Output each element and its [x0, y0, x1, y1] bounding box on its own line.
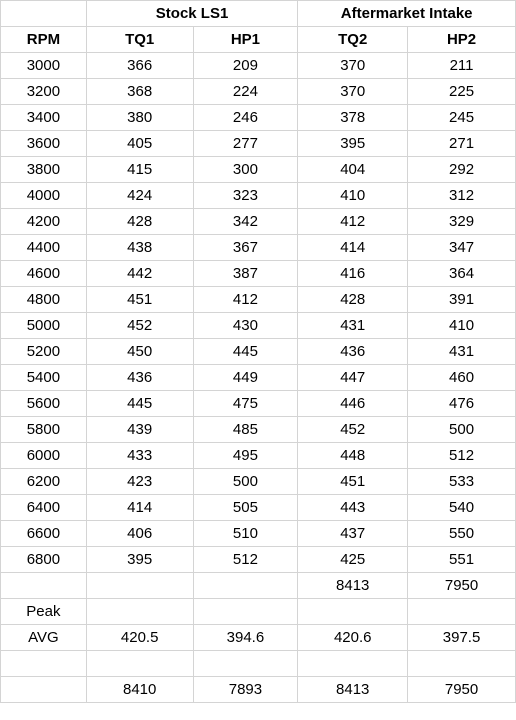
cell-tq1[interactable]: 433: [86, 443, 193, 469]
cell-tq2[interactable]: 447: [298, 365, 408, 391]
column-header-row: [1, 27, 516, 53]
cell-hp2[interactable]: 460: [408, 365, 516, 391]
table-row: [1, 131, 516, 157]
avg-tq1[interactable]: 420.5: [86, 625, 193, 651]
table-row: [1, 547, 516, 573]
cell-hp1[interactable]: 412: [193, 287, 298, 313]
cell-tq1[interactable]: 380: [86, 105, 193, 131]
blank-cell[interactable]: [193, 599, 298, 625]
cell-hp1[interactable]: 505: [193, 495, 298, 521]
cell-tq1[interactable]: 452: [86, 313, 193, 339]
table-row: [1, 469, 516, 495]
cell-hp2[interactable]: 245: [408, 105, 516, 131]
header-tq2[interactable]: TQ2: [298, 27, 408, 53]
cell-tq1[interactable]: 424: [86, 183, 193, 209]
group-aftermarket-intake[interactable]: Aftermarket Intake: [298, 1, 516, 27]
cell-hp2[interactable]: 391: [408, 287, 516, 313]
table-row: [1, 287, 516, 313]
cell-hp2[interactable]: 550: [408, 521, 516, 547]
cell-rpm[interactable]: 3400: [1, 105, 87, 131]
table-row: [1, 313, 516, 339]
cell-hp2[interactable]: 329: [408, 209, 516, 235]
table-row: [1, 209, 516, 235]
cell-rpm[interactable]: 6600: [1, 521, 87, 547]
cell-tq1[interactable]: 395: [86, 547, 193, 573]
cell-rpm[interactable]: 6200: [1, 469, 87, 495]
blank-cell[interactable]: [1, 1, 87, 27]
table-row: [1, 235, 516, 261]
table-row: [1, 79, 516, 105]
cell-tq2[interactable]: 431: [298, 313, 408, 339]
cell-tq2[interactable]: 451: [298, 469, 408, 495]
cell-hp2[interactable]: 551: [408, 547, 516, 573]
label-peak[interactable]: Peak: [1, 599, 87, 625]
blank-cell[interactable]: [86, 573, 193, 599]
cell-tq1[interactable]: 415: [86, 157, 193, 183]
sum-tq2[interactable]: 8413: [298, 573, 408, 599]
cell-tq1[interactable]: 366: [86, 53, 193, 79]
header-tq1[interactable]: TQ1: [86, 27, 193, 53]
cell-tq1[interactable]: 414: [86, 495, 193, 521]
table-row: [1, 105, 516, 131]
blank-cell[interactable]: [1, 651, 87, 677]
table-row: [1, 261, 516, 287]
cell-hp1[interactable]: 495: [193, 443, 298, 469]
cell-rpm[interactable]: 5400: [1, 365, 87, 391]
header-hp1[interactable]: HP1: [193, 27, 298, 53]
sum-row: [1, 573, 516, 599]
cell-tq2[interactable]: 448: [298, 443, 408, 469]
table-row: [1, 339, 516, 365]
blank-cell[interactable]: [408, 651, 516, 677]
cell-rpm[interactable]: 6800: [1, 547, 87, 573]
cell-tq2[interactable]: 436: [298, 339, 408, 365]
cell-hp2[interactable]: 347: [408, 235, 516, 261]
table-row: [1, 157, 516, 183]
cell-hp1[interactable]: 300: [193, 157, 298, 183]
table-row: [1, 365, 516, 391]
cell-hp2[interactable]: 512: [408, 443, 516, 469]
cell-tq1[interactable]: 445: [86, 391, 193, 417]
cell-tq2[interactable]: 452: [298, 417, 408, 443]
cell-rpm[interactable]: 4600: [1, 261, 87, 287]
cell-hp1[interactable]: 449: [193, 365, 298, 391]
total-hp2[interactable]: 7950: [408, 677, 516, 703]
table-row: [1, 495, 516, 521]
cell-tq1[interactable]: 368: [86, 79, 193, 105]
cell-tq2[interactable]: 370: [298, 79, 408, 105]
cell-tq2[interactable]: 378: [298, 105, 408, 131]
total-tq2[interactable]: 8413: [298, 677, 408, 703]
avg-hp2[interactable]: 397.5: [408, 625, 516, 651]
cell-hp1[interactable]: 209: [193, 53, 298, 79]
cell-tq2[interactable]: 412: [298, 209, 408, 235]
cell-tq2[interactable]: 370: [298, 53, 408, 79]
cell-tq1[interactable]: 450: [86, 339, 193, 365]
cell-tq2[interactable]: 410: [298, 183, 408, 209]
label-avg[interactable]: AVG: [1, 625, 87, 651]
blank-cell[interactable]: [298, 599, 408, 625]
cell-hp2[interactable]: 410: [408, 313, 516, 339]
group-header-row: [1, 1, 516, 27]
blank-cell[interactable]: [86, 599, 193, 625]
blank-cell[interactable]: [408, 599, 516, 625]
cell-rpm[interactable]: 3000: [1, 53, 87, 79]
cell-hp2[interactable]: 271: [408, 131, 516, 157]
cell-hp1[interactable]: 510: [193, 521, 298, 547]
cell-rpm[interactable]: 4400: [1, 235, 87, 261]
avg-row: [1, 625, 516, 651]
cell-tq1[interactable]: 451: [86, 287, 193, 313]
blank-cell[interactable]: [1, 677, 87, 703]
cell-rpm[interactable]: 4200: [1, 209, 87, 235]
totals-row: [1, 677, 516, 703]
cell-hp1[interactable]: 445: [193, 339, 298, 365]
cell-hp2[interactable]: 211: [408, 53, 516, 79]
cell-hp1[interactable]: 246: [193, 105, 298, 131]
cell-tq1[interactable]: 423: [86, 469, 193, 495]
cell-hp2[interactable]: 292: [408, 157, 516, 183]
cell-hp2[interactable]: 431: [408, 339, 516, 365]
table-row: [1, 183, 516, 209]
cell-tq1[interactable]: 438: [86, 235, 193, 261]
header-rpm[interactable]: RPM: [1, 27, 87, 53]
cell-hp1[interactable]: 323: [193, 183, 298, 209]
header-hp2[interactable]: HP2: [408, 27, 516, 53]
cell-rpm[interactable]: 4800: [1, 287, 87, 313]
cell-hp1[interactable]: 485: [193, 417, 298, 443]
cell-rpm[interactable]: 6000: [1, 443, 87, 469]
cell-tq2[interactable]: 395: [298, 131, 408, 157]
sum-hp2[interactable]: 7950: [408, 573, 516, 599]
cell-hp1[interactable]: 500: [193, 469, 298, 495]
table-row: [1, 521, 516, 547]
cell-hp1[interactable]: 512: [193, 547, 298, 573]
cell-rpm[interactable]: 5000: [1, 313, 87, 339]
cell-hp2[interactable]: 533: [408, 469, 516, 495]
cell-hp2[interactable]: 540: [408, 495, 516, 521]
blank-cell[interactable]: [86, 651, 193, 677]
blank-cell[interactable]: [193, 651, 298, 677]
cell-hp1[interactable]: 387: [193, 261, 298, 287]
cell-tq2[interactable]: 446: [298, 391, 408, 417]
cell-hp1[interactable]: 277: [193, 131, 298, 157]
avg-tq2[interactable]: 420.6: [298, 625, 408, 651]
cell-rpm[interactable]: 3200: [1, 79, 87, 105]
table-row: [1, 417, 516, 443]
blank-cell[interactable]: [1, 573, 87, 599]
cell-tq2[interactable]: 404: [298, 157, 408, 183]
table-row: [1, 391, 516, 417]
table-row: [1, 443, 516, 469]
blank-cell[interactable]: [193, 573, 298, 599]
cell-rpm[interactable]: 5200: [1, 339, 87, 365]
cell-tq1[interactable]: 439: [86, 417, 193, 443]
cell-tq2[interactable]: 425: [298, 547, 408, 573]
cell-tq1[interactable]: 436: [86, 365, 193, 391]
blank-cell[interactable]: [298, 651, 408, 677]
cell-tq2[interactable]: 414: [298, 235, 408, 261]
cell-hp1[interactable]: 430: [193, 313, 298, 339]
cell-tq1[interactable]: 442: [86, 261, 193, 287]
cell-tq1[interactable]: 405: [86, 131, 193, 157]
empty-row: [1, 651, 516, 677]
cell-tq2[interactable]: 416: [298, 261, 408, 287]
total-tq1[interactable]: 8410: [86, 677, 193, 703]
cell-rpm[interactable]: 5600: [1, 391, 87, 417]
cell-hp2[interactable]: 500: [408, 417, 516, 443]
avg-hp1[interactable]: 394.6: [193, 625, 298, 651]
peak-row: [1, 599, 516, 625]
cell-rpm[interactable]: 3800: [1, 157, 87, 183]
cell-hp1[interactable]: 342: [193, 209, 298, 235]
cell-rpm[interactable]: 3600: [1, 131, 87, 157]
cell-tq2[interactable]: 428: [298, 287, 408, 313]
cell-tq2[interactable]: 437: [298, 521, 408, 547]
cell-rpm[interactable]: 6400: [1, 495, 87, 521]
cell-rpm[interactable]: 4000: [1, 183, 87, 209]
cell-hp2[interactable]: 476: [408, 391, 516, 417]
group-stock-ls1[interactable]: Stock LS1: [86, 1, 297, 27]
cell-tq1[interactable]: 428: [86, 209, 193, 235]
cell-hp1[interactable]: 367: [193, 235, 298, 261]
cell-tq2[interactable]: 443: [298, 495, 408, 521]
table-row: [1, 53, 516, 79]
cell-tq1[interactable]: 406: [86, 521, 193, 547]
cell-hp1[interactable]: 224: [193, 79, 298, 105]
cell-hp2[interactable]: 364: [408, 261, 516, 287]
cell-hp2[interactable]: 312: [408, 183, 516, 209]
total-hp1[interactable]: 7893: [193, 677, 298, 703]
cell-hp2[interactable]: 225: [408, 79, 516, 105]
cell-rpm[interactable]: 5800: [1, 417, 87, 443]
cell-hp1[interactable]: 475: [193, 391, 298, 417]
